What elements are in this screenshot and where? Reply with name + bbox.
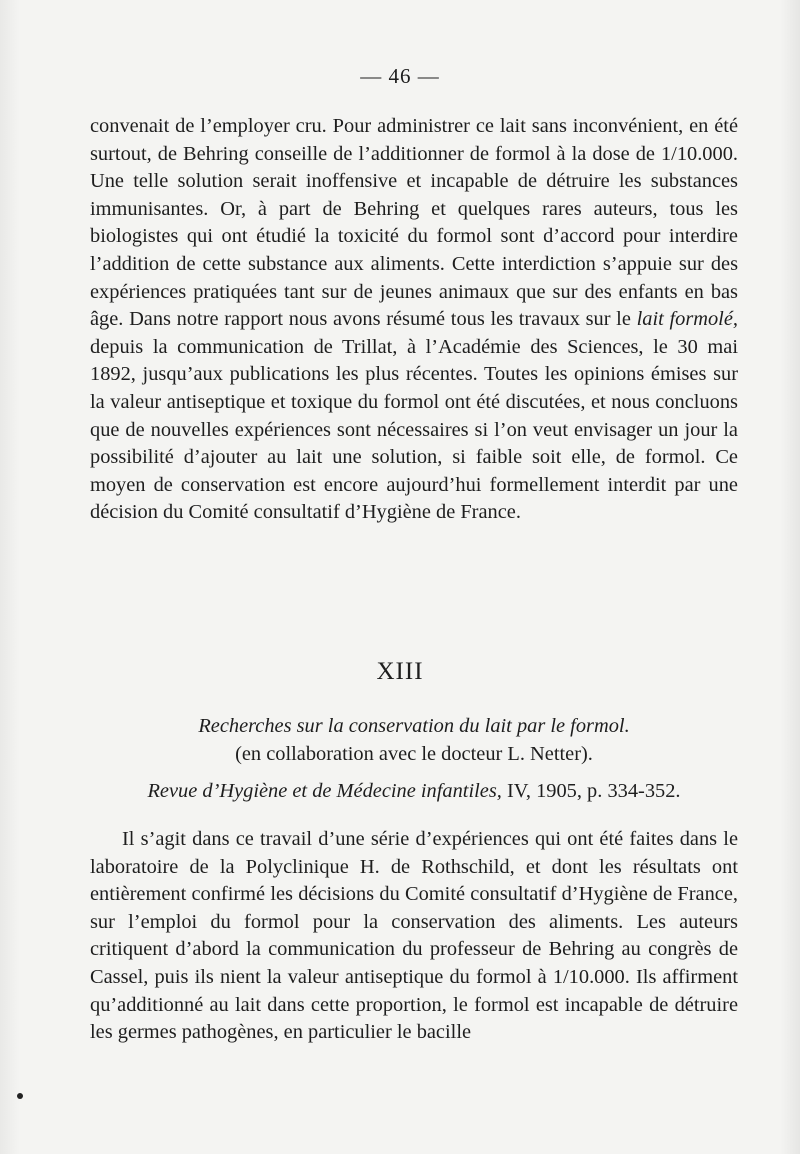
paragraph-summary-text: Il s’agit dans ce travail d’une série d’expériences qui ont été faites dans le laboratoire de la Polyclinique H. de Rothschild, et dont les résultats ont entièrement confirmé les décisions du Comité consultatif d’Hygiène de France, sur l’emploi du formol pour la conservation des aliments. Les auteurs critiquent d’abord la communication du professeur de Behring au congrès de Cassel, puis ils nient la valeur antiseptique du formol à 1/10.000. Ils affirment qu’additionné au lait dans cette proportion, le formol est incapable de détruire les germes pathogènes, en particulier le bacille xyxy=(90,828,738,1044)
article-reference xyxy=(90,777,738,805)
paragraph-intro-end: depuis la communication de Trillat, à l’Académie des Sciences, le 30 mai 1892, jusqu’aux publications les plus récentes. Toutes les opinions émises sur la valeur antiseptique et toxique du formol ont été discutées, et nous concluons que de nouvelles expériences sont nécessaires si l’on veut envisager un jour la possibilité d’ajouter au lait une solution, si faible soit elle, de formol. Ce moyen de conservation est encore aujourd’hui formellement interdit par une décision du Comité consultatif d’Hygiène de France. xyxy=(90,335,738,524)
article-title xyxy=(90,712,738,768)
paragraph-intro xyxy=(90,113,738,527)
page-number: — 46 — xyxy=(360,64,440,88)
article-title-line1: Recherches sur la conservation du lait par le formol. xyxy=(198,715,630,737)
paragraph-intro-text: convenait de l’employer cru. Pour administrer ce lait sans inconvénient, en été surtout, de Behring conseille de l’additionner de formol à la dose de 1/10.000. Une telle solution serait inoffensive et incapable de détruire les substances immunisantes. Or, à part de Behring et quelques rares auteurs, tous les biologistes qui ont étudié la toxicité du formol sont d’accord pour interdire l’addition de cette substance aux aliments. Cette interdiction s’appuie sur des expériences pratiquées tant sur de jeunes animaux que sur des enfants en bas âge. Dans notre rapport nous avons résumé tous les travaux sur le xyxy=(90,115,738,331)
article-title-line2: (en collaboration avec le docteur L. Netter). xyxy=(235,743,593,765)
reference-journal: Revue d’Hygiène et de Médecine infantiles, xyxy=(147,780,502,802)
paragraph-summary xyxy=(90,826,738,1047)
reference-details: IV, 1905, p. 334-352. xyxy=(507,780,681,802)
margin-dot xyxy=(17,1093,23,1099)
paragraph-intro-italic: lait formolé, xyxy=(636,308,738,331)
section-heading: XIII xyxy=(376,658,424,685)
